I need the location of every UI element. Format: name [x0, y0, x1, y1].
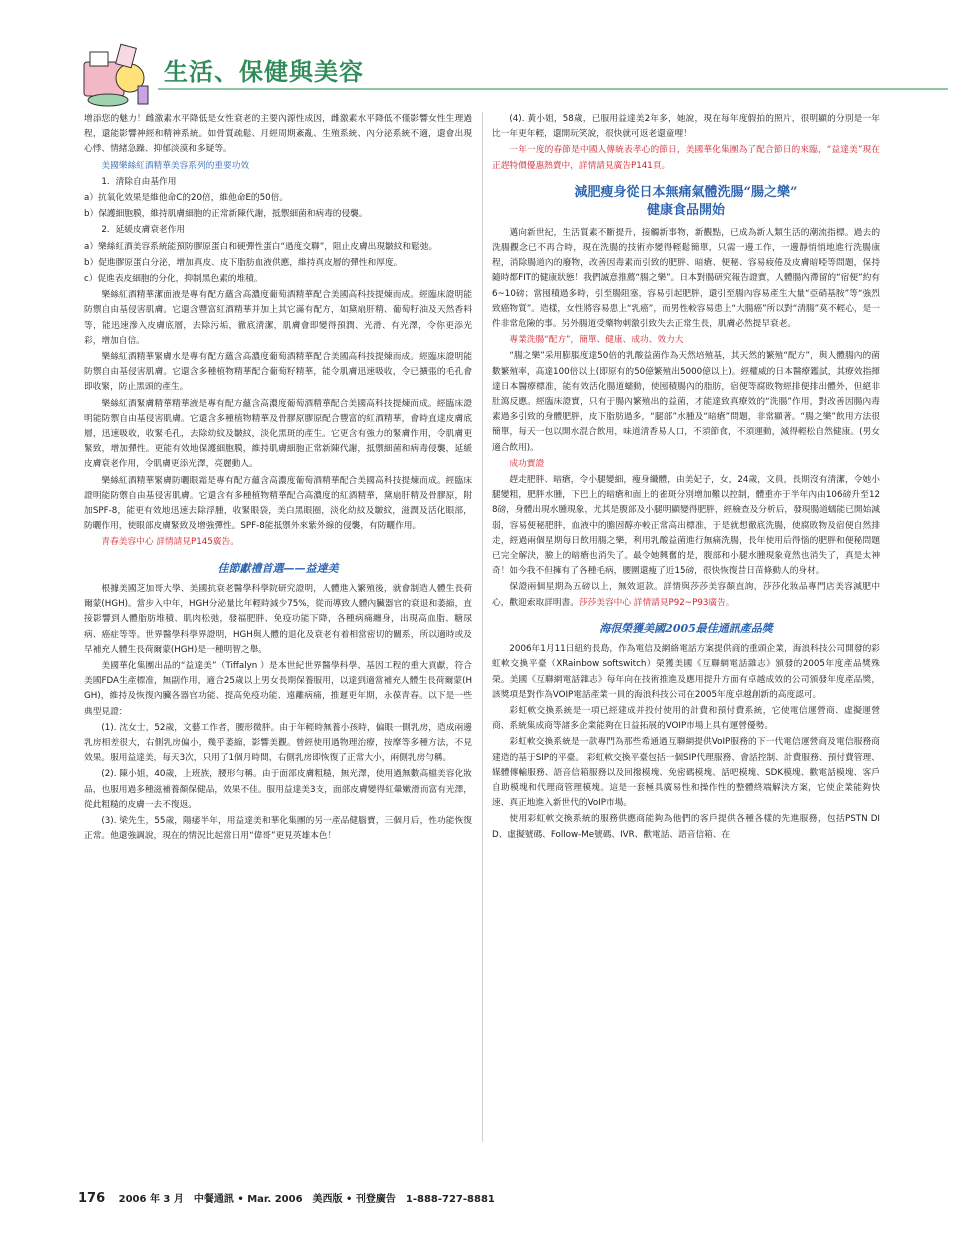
subheading: 成功實證	[509, 458, 545, 469]
section-header	[78, 38, 948, 110]
paragraph: 趕走肥胖、暗瘡，令小腿變細，瘦身纖體，由美妃子，女，24歲，文員，長期沒有清潔，令她小腿變粗，肥胖水腫，下巴上的暗瘡和面上的雀斑分別增加難以控制，體重亦于半年內由106磅升至128磅，身體出現水腫現象，尤其是腹部及小腿明顯變得肥胖，經檢查及分析后，發現腸道蠕能已開始減弱，容易便秘肥胖，血液中的膽固醇亦較正常高出標准，于是就想徹底洗腸，使腐敗物及宿便自然排走，經過兩個星期每日飲用腸之樂，利用乳酸益菌進行無痛洗腸，長年使用后得惱的肥胖和便秘問題已完全解決，臉上的暗瘡也消失了。最令她興奮的是，腹部和小腿水腫現象竟然也消失了，真是太神奇！如今我不但擁有了各種毛病，腰圍還瘦了近15磅，很快恢復昔日苗條動人的身材。	[492, 475, 880, 577]
paragraph: 根據美國芝加哥大學、美國抗衰老醫學科學院研究證明，人體進入繁殖後，就會制造人體生長荷爾蒙(HGH)。當步入中年，HGH分泌量比年輕時減少75%，從而導致人體內臟器官的衰退和萎縮，直接影響到人體脂肪堆積、肌肉松弛，發福肥胖、免疫功能下降，各種病痛纏身，出現高血脂、糖尿病、癌症等等。世界醫學科學界證明，HGH與人體的退化及衰老有着相當密切的關系，所以適時或及早補充人體生長荷爾蒙(HGH)是一種明智之舉。	[84, 583, 472, 655]
article-title	[492, 184, 880, 220]
paragraph: (1). 沈女士，52歲，文藝工作者，腰形微胖。由于年輕時無養小孩時，偏眼一側乳房，造成兩邊乳房相差很大，右側乳房偏小，幾乎萎縮，影響美觀。曾經使用過物理治療，按摩等多種方法，不見效果。服用益達美，每天3次，只用了1個月時間，右側乳房即恢復了正常大小，兩側乳房勻稱。	[84, 722, 472, 764]
paragraph: 樂絲紅酒精華緊膚水是專有配方蘊含高濃度葡萄酒精華配合美國高科技提煉而成。經臨床證明能防禦自由基侵害肌膚。它還含多種植物精華配合葡萄籽精華，能令肌膚迅速吸收，令已擴張的毛孔會即收緊，防止黑頭的產生。	[84, 352, 472, 393]
list-item: 2．延緩皮膚衰老作用	[101, 225, 186, 236]
list-item: c）促進表皮細胞的分化，抑制黑色素的堆積。	[84, 274, 263, 285]
article-title-line-2: 健康食品開始	[646, 202, 725, 218]
list-item: b）保護細胞膜，維持肌膚細胞的正常新陳代謝，抵禦細菌和病毒的侵襲。	[84, 209, 368, 220]
list-item: b）促進膠原蛋白分泌，增加真皮、皮下脂肪血液供應，維持真皮層的彈性和厚度。	[84, 257, 403, 268]
article-title-line-1: 減肥瘦身從日本無痛氣體洗腸“腸之樂”	[574, 184, 798, 200]
paragraph: “腸之樂”采用膨脹度達50倍的乳酸益菌作為天然培殖基，其天然的繁殖“配方”，與人體腸內的菌數繁殖率，高達100倍以上(即原有的50億繁殖出5000億以上)。經權威的日本醫療鑑試，其療效指揮達日本醫療標准，能有效活化腸道蠕動，使囤積腸內的脂肪，宿便等腐敗物經排便排出體外，但絕非肚瀉反應。經臨床證實，只有于腸內繁殖出的益菌，才能達致真療效的“洗腸”作用，對改善因腸內毒素過多引致的身體肥胖，皮下脂肪過多，“腿部”水腫及“暗瘡”問題，非常顯著。“腸之樂”飲用方法很簡單，每天一包以開水混合飲用，味道清香易人口，不須節食，不須運動，減得輕松自然健康。(男女適合飲用)。	[492, 351, 880, 453]
paragraph: 彩虹軟交換系統是一款專門為那些希通過互聯網提供VoIP服務的下一代電信運營商及電信服務商建造的基于SIP的平臺。 彩虹軟交換平臺包括一個SIP代理服務、會話控制、計費服務、預付費管理、媒體傳輸服務、語音信箱服務以及回撥模塊、免密碼模塊、話吧模塊、SDK模塊、歡電話模塊、客戶自助模塊和代理商管理模塊。這是一套極具廣易性和操作性的整體終端解決方案，它使企業能夠快速、真正地進入新世代的VoIP市場。	[492, 737, 880, 809]
footer-text: 2006 年 3 月 中餐通訊 • Mar. 2006 美西版 • 刊登廣告 1-888-727-8881	[118, 1194, 495, 1205]
paragraph: 彩虹軟交換系統是一項已經建成并投付使用的計費和預付費系統，它使電信運營商、虛擬運營商、系統集成商等諸多企業能夠在日益拓展的VOIP市場上具有運營優勢。	[492, 705, 880, 732]
paragraph: 使用彩虹軟交換系統的服務供應商能夠為他們的客戶提供各種各樣的先進服務，包括PSTN DID、虛擬號碼、Follow-Me號碼、IVR、歡電話、語音信箱、在	[492, 814, 880, 840]
column-divider	[482, 112, 483, 1142]
header-rule	[158, 88, 948, 90]
left-column	[84, 112, 472, 845]
paragraph: 美國華化集團出品的“益達美”（Tiffalyn ）是本世紀世界醫學科學、基因工程的重大貢獻，符合美國FDA生產標准，無副作用，適合25歲以上男女長期保養服用，以達到適當補充人體生長荷爾蒙(HGH)，維持及恢復內臟各器官功能、提高免疫功能、遠離病痛，推遲更年期，永葆青春。以下是一些典型見證：	[84, 660, 472, 717]
subheading: 美國樂絲紅酒精華美容系列的重要功效	[101, 160, 250, 171]
contact-line: 青春美容中心 詳情請見P145廣告。	[101, 537, 239, 548]
contact-line: 莎莎美容中心 詳情請見P92~P93廣告。	[578, 597, 735, 608]
page-number: 176	[78, 1191, 106, 1206]
cosmetics-illustration-icon	[78, 38, 160, 110]
paragraph	[492, 580, 880, 610]
paragraph-text: 保證兩個星期為五磅以上，無效退款。詳情與莎莎美容顏直詢，莎莎化妝品專門店美容減肥中心，歡迎索取詳明書。	[492, 582, 880, 608]
paragraph: 樂絲紅酒緊膚精華精華液是專有配方蘊含高濃度葡萄酒精華配合美國高科技提煉而成。經臨床證明能防禦自由基侵害肌膚。它還含多種植物精華及骨膠原膠原配合豐富的紅酒精華，會時直達皮膚底層，迅速吸收，收緊毛孔，去除幼紋及皺紋，淡化黑斑的產生。它更含有強力的緊膚作用，令肌膚更緊致，增加彈性。更能有效地保護細胞膜，維持肌膚細胞正常新陳代謝，抵禦細菌和病毒侵襲，延緩皮膚衰老作用，令肌膚更添光澤，亮麗動人。	[84, 398, 472, 470]
article-title: 佳節獻禮首選——益達美	[217, 561, 339, 575]
paragraph: (2). 陳小姐，40歲，上班族，腰形勻稱。由于面部皮膚粗糙，無光澤，使用過無數高檔美容化妝品，也服用過多種滋補養顏保健品，效果不佳。服用益達美3支，面部皮膚變得紅暈嫩滑而富有光澤，從此粗糙的皮膚一去不復返。	[84, 769, 472, 810]
paragraph: 增添您的魅力！雌激素水平降低是女性衰老的主要內源性成因，雌激素水平降低不僅影響女性生理過程，還能影響神經和精神系統。如骨質疏鬆、月經周期紊亂、生殖系統、內分泌系統不適，還會出現心悸、情緒急躁、抑郁淡漠和多疑等。	[84, 114, 472, 155]
article-title: 海很榮獲美國2005最佳通訊產品獎	[599, 621, 773, 635]
paragraph: (4). 黃小姐，58歲，已服用益達美2年多，她說，現在每年度假拍的照片，很明顯的分別是一年比一年更年輕，還開玩笑說，很快就可返老還童哩！	[492, 114, 880, 140]
right-column	[492, 112, 880, 844]
list-item: 1．清除自由基作用	[101, 176, 177, 187]
section-title: 生活、保健與美容	[164, 58, 364, 86]
paragraph: 2006年1月11日紐約長島，作為電信及網絡電話方案提供商的重頭企業，海浪科技公司開發的彩虹軟交換平臺（XRainbow softswitch）榮獲美國《互聯網電話雜志》頒發的2005年度產品獎殊榮。美國《互聯網電話雜志》每年向在技術推進及應用提升方面有卓越成效的公司頒發年度產品獎，該獎項是對作為VOIP電話產業一員的海浪科技公司在2005年度卓越創新的高度認可。	[492, 644, 880, 700]
paragraph: 樂絲紅酒精華潔面液是專有配方蘊含高濃度葡萄酒精華配合美國高科技提煉而成。經臨床證明能防禦自由基侵害肌膚。它還含豐富紅酒精華并加上其它滿有配方，如黛扇肝精、葡萄籽油及天然香料等，能迅速滲入皮膚底層，去除污垢，徹底清潔，肌膚會即變得預潤、光滑、有光澤，令你更添光彩，增加自信。	[84, 290, 472, 346]
paragraph: 邁向新世紀，生活質素不斷提升，接觸新事物，新觀點，已成為新人類生活的潮流指標。過去的洗腸觀念已不再合時，現在洗腸的技術亦變得輕鬆簡單，只需一邊工作，一邊靜悄悄地進行洗腸康程，消除腸道內的廢物，改善因毒素而引致的肥胖、暗瘡、便秘、容易疲倦及皮膚暗啞等問題，保持隨時都FIT的健康狀態！我們誠意推薦“腸之樂”。日本對腸研究報告證實，人體腸內滯留的“宿便”約有6~10磅；當囤積過多時，引至腸阻塞，容易引起肥胖，還引至腸內容易產生大量“亞硝基胺”等“強烈致癌物質”。造樣，女性將容易患上“乳癌”，而男性較容易患上“大腸癌”所以對“清腸”莫不輕心，是一件非常危險的事。另外腸道受藥物刺激引致失去正常生長，肌膚必然提早衰老。	[492, 227, 880, 330]
paragraph: 樂絲紅酒精華緊膚防曬眼霜是專有配方蘊含高濃度葡萄酒精華配合美國高科技提煉而成。經臨床證明能防禦自由基侵害肌膚。它還含有多種植物精華配合高濃度的紅酒精華，黛扇肝精及骨膠原，附加SPF-8，能更有效地迅速去除浮腫，收緊眼袋，美白黑眼圈，淡化幼紋及皺紋，滋潤及活化眼部，防曬作用，使眼部皮膚緊致及增強彈性。SPF-8能抵禦外來紫外線的侵襲，有防曬作用。	[84, 475, 472, 532]
list-item: a）抗氧化效果是維他命C的20倍，維他命E的50倍。	[84, 193, 289, 204]
subheading: 專業洗腸“配方”，簡單、健康、成功、效力大	[509, 335, 684, 346]
list-item: a）樂絲紅酒美容系統能預防膠原蛋白和硬彈性蛋白“過度交聯”，阻止皮膚出現皺紋和鬆弛。	[84, 241, 438, 252]
page-footer	[78, 1190, 898, 1210]
promo-line: 一年一度的春節是中國人傳統表孝心的節日，美國華化集團為了配合節日的來臨，“益達美”現在正趕特價優惠熱賣中，詳情請見廣告P141頁。	[492, 145, 880, 171]
paragraph: (3). 梁先生，55歲，陽痿半年，用益達美和華化集團的另一產品健腦寶，三個月后，性功能恢復正常。他還強調說，現在的情況比起當日用“偉哥”更見英雄本色！	[84, 815, 472, 842]
